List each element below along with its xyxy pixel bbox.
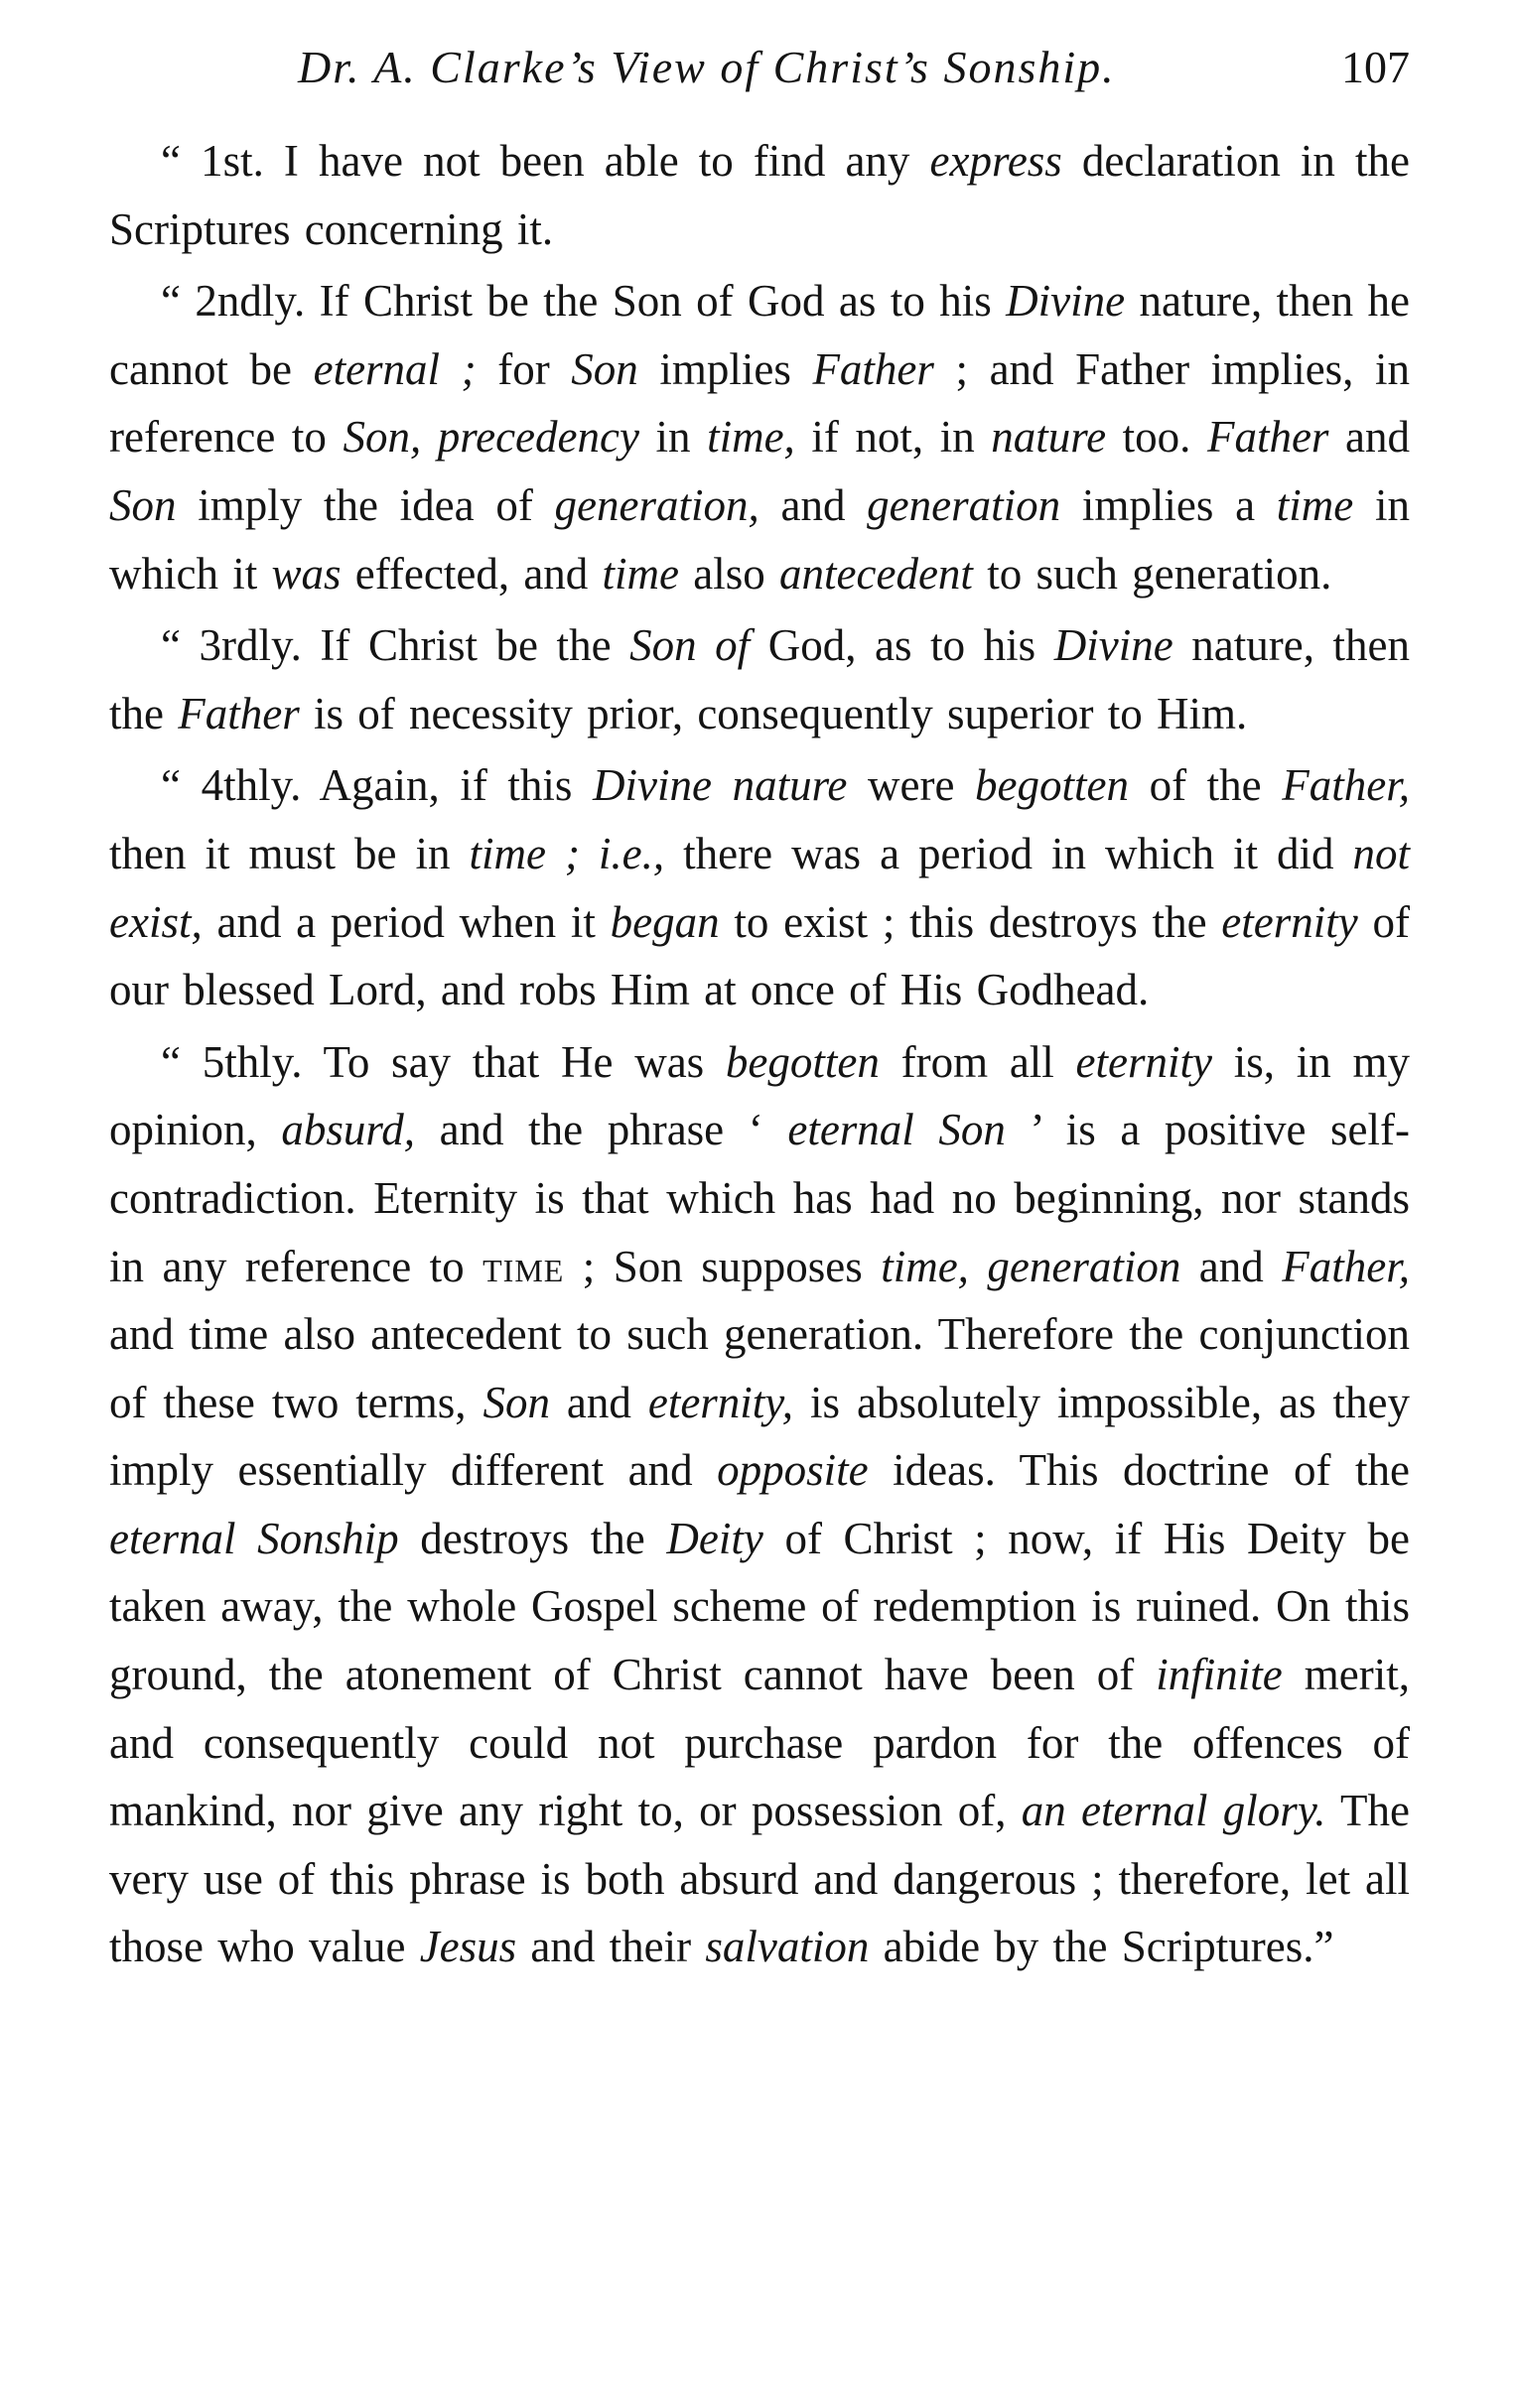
text-run: ideas. This doctrine of the	[868, 1445, 1410, 1496]
italic-text: eternal Sonship	[109, 1513, 399, 1563]
text-run: there was a period in which it did	[664, 828, 1353, 878]
italic-text: salvation	[705, 1922, 870, 1972]
italic-text: time	[602, 548, 680, 599]
italic-text: infinite	[1156, 1650, 1283, 1700]
italic-text: Deity	[666, 1513, 763, 1563]
italic-text: generation	[867, 479, 1061, 530]
text-run: “ 4thly. Again, if this	[161, 760, 594, 811]
paragraph-third-objection	[109, 611, 1410, 747]
text-run: too.	[1106, 412, 1207, 463]
italic-text: nature	[991, 412, 1107, 463]
text-run	[421, 412, 438, 462]
page-number: 107	[1341, 42, 1410, 92]
text-run: “ 5thly. To say that He was	[161, 1036, 726, 1087]
text-run: merit, and consequently could not purchase pardon for the offences of mankind, nor give any right to, or possession of,	[109, 1650, 1410, 1836]
italic-text: Father	[178, 688, 300, 738]
text-run: were	[847, 760, 976, 811]
text-run: ; and Father implies, in reference to	[109, 343, 1411, 463]
text-run: The very use of this phrase is both absurd and dangerous ; therefore, let all those who value	[109, 1786, 1410, 1972]
italic-text: Jesus	[419, 1922, 517, 1972]
italic-text: time, generation	[881, 1241, 1181, 1291]
italic-text: precedency	[437, 412, 639, 463]
italic-text: Divine nature	[593, 760, 848, 811]
text-run: “ 1st. I have not been able to find any	[161, 136, 930, 186]
italic-text: eternity	[1075, 1036, 1212, 1087]
text-run: in which it	[109, 479, 1410, 599]
text-run: then it must be in	[109, 828, 470, 878]
paragraph-second-objection	[109, 267, 1410, 607]
text-run: declaration in the Scriptures concerning it.	[109, 136, 1410, 254]
italic-text: Son of	[629, 620, 751, 671]
italic-text: time ; i.e.,	[469, 828, 665, 878]
running-head	[298, 28, 1410, 107]
text-run: of Christ ; now, if His Deity be taken away, the whole Gospel scheme of redemption is ruined. On this ground, the atonement of Christ cannot have been of	[109, 1513, 1410, 1700]
italic-text: began	[610, 896, 720, 947]
italic-text: Father,	[1282, 1241, 1410, 1291]
italic-text: was	[271, 548, 342, 599]
small-caps-text: time	[483, 1241, 565, 1291]
text-run: abide by the Scriptures.”	[869, 1922, 1334, 1972]
italic-text: time	[1276, 479, 1354, 530]
paragraph-fourth-objection	[109, 751, 1410, 1023]
italic-text: Son	[483, 1377, 550, 1427]
text-run: God, as to his	[750, 620, 1054, 671]
text-run: in	[638, 412, 708, 463]
italic-text: antecedent	[779, 548, 973, 599]
text-run: is absolutely impossible, as they imply essentially different and	[109, 1377, 1410, 1496]
text-run: if not, in	[794, 412, 992, 463]
text-run: and	[1180, 1241, 1283, 1291]
running-title: Dr. A. Clarke’s View of Christ’s Sonship.	[298, 42, 1116, 92]
italic-text: Son	[109, 479, 177, 530]
italic-text: Son,	[343, 412, 422, 463]
text-run: and	[1328, 412, 1410, 463]
italic-text: absurd,	[281, 1105, 415, 1155]
paragraph-fifth-objection	[109, 1028, 1410, 1981]
italic-text: begotten	[725, 1036, 880, 1087]
italic-text: eternity,	[647, 1377, 794, 1427]
text-run: and	[549, 1377, 648, 1427]
italic-text: time,	[707, 412, 795, 463]
italic-text: express	[929, 136, 1062, 186]
text-run: to such generation.	[972, 548, 1332, 599]
text-run: effected, and	[341, 548, 603, 599]
italic-text: eternal Son	[787, 1105, 1006, 1155]
text-run: “ 3rdly. If Christ be the	[161, 620, 630, 671]
italic-text: Divine	[1006, 276, 1126, 327]
text-run: destroys the	[398, 1513, 667, 1563]
paragraph-first-objection	[109, 127, 1410, 263]
italic-text: begotten	[975, 760, 1129, 811]
italic-text: an eternal glory.	[1021, 1786, 1326, 1836]
italic-text: eternal ;	[313, 343, 477, 394]
italic-text: not exist,	[109, 828, 1410, 947]
text-run: from all	[879, 1036, 1076, 1087]
text-run: and their	[516, 1922, 706, 1972]
text-run: ; Son supposes	[564, 1241, 882, 1291]
italic-text: Divine	[1053, 620, 1173, 671]
text-run: also	[679, 548, 780, 599]
body-text	[109, 127, 1410, 1985]
text-run: implies a	[1060, 479, 1277, 530]
text-run: nature, then he cannot be	[109, 276, 1410, 394]
text-run: and a period when it	[202, 896, 611, 947]
italic-text: Father	[1206, 412, 1329, 463]
italic-text: eternity	[1221, 896, 1358, 947]
text-run: of the	[1128, 760, 1283, 811]
text-run: for	[476, 343, 572, 394]
text-run: and time also antecedent to such generation. Therefore the conjunction of these two terms,	[109, 1309, 1410, 1427]
text-run: is of necessity prior, consequently superior to Him.	[299, 688, 1248, 738]
text-run: imply the idea of	[176, 479, 555, 530]
text-run: to exist ; this destroys the	[719, 896, 1222, 947]
text-run: ’ is a positive self-contradiction. Eternity is that which has had no beginning, nor stands in any reference to	[109, 1105, 1410, 1291]
text-run: of our blessed Lord, and robs Him at once of His Godhead.	[109, 896, 1410, 1015]
text-run: is, in my opinion,	[109, 1036, 1410, 1155]
italic-text: Father,	[1282, 760, 1410, 811]
text-run: “ 2ndly. If Christ be the Son of God as to his	[161, 276, 1007, 327]
text-run: and	[758, 479, 868, 530]
italic-text: Son	[571, 343, 638, 394]
italic-text: opposite	[717, 1445, 869, 1496]
italic-text: generation,	[554, 479, 759, 530]
text-run: nature, then the	[109, 620, 1410, 738]
italic-text: Father	[812, 343, 934, 394]
text-run: and the phrase ‘	[414, 1105, 788, 1155]
text-run: implies	[637, 343, 813, 394]
